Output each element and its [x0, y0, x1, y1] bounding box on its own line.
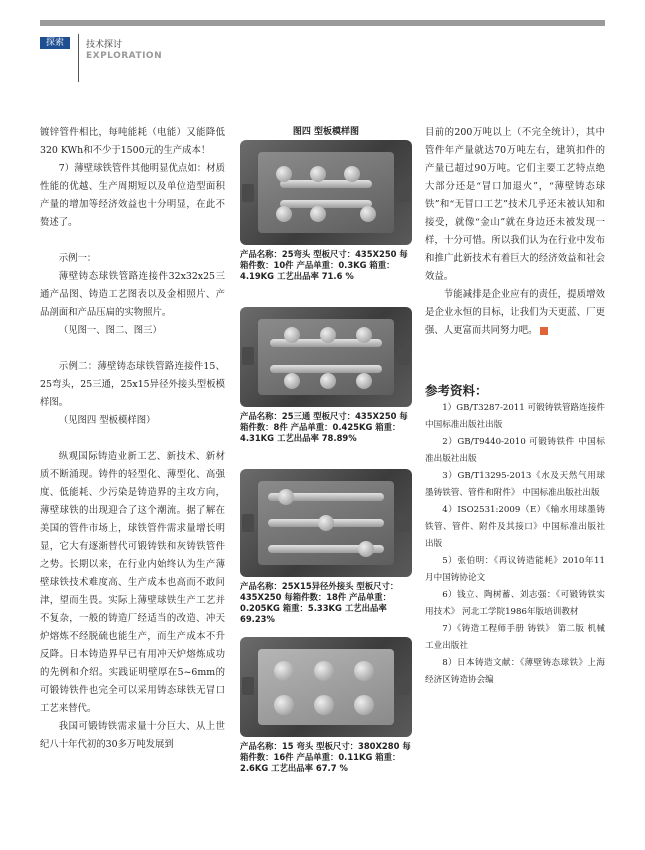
- pattern-plate-photo: [240, 637, 412, 737]
- reference-item: 5）张伯明：《再议铸造能耗》2010年11月中国铸协论文: [425, 556, 605, 583]
- paragraph: （见图一、图二、图三）: [58, 325, 162, 336]
- right-column: [425, 124, 605, 689]
- figure-title: 图四 型板模样图: [292, 127, 360, 137]
- section-title-cn: 技术探讨: [86, 40, 123, 50]
- figure-column: [240, 124, 412, 774]
- paragraph: （见图四 型板模样图）: [58, 415, 156, 426]
- paragraph: 7）薄壁球铁管件其他明显优点如：材质性能的优越、生产周期短以及单位造型面积产量的增加等经济效益也十分明显，在此不赘述了。: [40, 163, 225, 228]
- paragraph: 纵观国际铸造业新工艺、新技术、新材质不断涌现。铸件的轻型化、薄型化、高强度、低能耗、少污染是铸造界的主攻方向，薄壁球铁的出现迎合了这个潮流。据了解在美国的管件市场上，球铁管件需求量增长明显，它大有逐渐替代可锻铸铁和灰铸铁管件之势。长期以来，在行业内始终认为生产薄壁球铁技术难度高、生产成本也高而不敢问津，望而生畏。实际上薄壁球铁生产工艺并不复杂，一般的铸造厂经适当的改造、冲天炉熔炼不经脱硫也能生产，而生产成本不升反降。日本铸造界早已有用冲天炉熔炼成功的先例和介绍。实践证明壁厚在5~6mm的可锻铸铁件也完全可以采用铸态球铁无冒口工艺来替代。: [40, 451, 225, 714]
- reference-item: 2）GB/T9440-2010 可锻铸铁件 中国标准出版社出版: [425, 437, 605, 464]
- pattern-plate-photo: [240, 140, 412, 245]
- section-badge: 探索: [40, 37, 70, 49]
- paragraph: 目前的200万吨以上（不完全统计），其中管件年产量就达70万吨左右，建筑扣件的产量已超过90万吨。它们主要工艺特点绝大部分还是“冒口加退火”，“薄壁铸态球铁”和“无冒口工艺”技术几乎还未被认知和接受，就像“金山”就在身边还未被发现一样，十分可惜。所以我们认为在行业中发布和推广此新技术有着巨大的经济效益和社会效益。: [425, 127, 605, 282]
- end-mark-icon: [540, 327, 548, 335]
- pattern-plate-photo: [240, 307, 412, 407]
- pattern-plate-photo: [240, 469, 412, 577]
- reference-item: 1）GB/T3287-2011 可锻铸铁管路连接件 中国标准出版社出版: [425, 403, 605, 430]
- figure-caption: 产品名称：25X15异径外接头 型板尺寸：435X250 每箱件数：18件 产品单重：0.205KG 箱重：5.33KG 工艺出品率 69.23%: [240, 581, 399, 624]
- paragraph: 薄壁铸态球铁管路连接件32x32x25三通产品图、铸造工艺图表以及金相照片、产品剖面和产品压扁的实物照片。: [40, 271, 225, 318]
- paragraph: 我国可锻铸铁需求量十分巨大、从上世纪八十年代初的30多万吨发展到: [40, 721, 225, 750]
- figure-caption: 产品名称：25三通 型板尺寸：435X250 每箱件数：8件 产品单重：0.425KG 箱重：4.31KG 工艺出品率 78.89%: [240, 411, 408, 443]
- reference-item: 7）《铸造工程师手册 铸铁》 第二版 机械工业出版社: [425, 624, 605, 651]
- paragraph: 示例一：: [58, 253, 97, 264]
- reference-item: 6）钱立、陶树蓄、刘志强：《可锻铸铁实用技术》 河北工学院1986年版培训教材: [425, 590, 605, 617]
- reference-item: 8）日本铸造文献：《薄壁铸态球铁》上海经济区铸造协会编: [425, 658, 605, 685]
- references-title: 参考资料：: [425, 383, 488, 398]
- figure-caption: 产品名称：25弯头 型板尺寸：435X250 每箱件数：10件 产品单重：0.3KG 箱重：4.19KG 工艺出品率 71.6 %: [240, 249, 408, 281]
- paragraph: 示例二：薄壁铸态球铁管路连接件15、25弯头，25三通，25x15异径外接头型板模样图。: [40, 361, 225, 408]
- header-divider: [78, 34, 79, 82]
- left-column: [40, 124, 225, 754]
- paragraph: [425, 286, 605, 340]
- figure-caption: 产品名称：15 弯头 型板尺寸：380X280 每箱件数：16件 产品单重：0.11KG 箱重：2.6KG 工艺出品率 67.7 %: [240, 741, 411, 773]
- header-rule: [40, 20, 605, 26]
- references-list: [425, 400, 605, 689]
- section-title-en: EXPLORATION: [86, 51, 163, 61]
- reference-item: 3）GB/T13295-2013《水及天然气用球墨铸铁管、管件和附件》 中国标准出版社出版: [425, 471, 605, 498]
- paragraph-text: 节能减排是企业应有的责任，提质增效是企业永恒的目标，让我们为天更蓝、厂更强、人更富而共同努力吧。: [425, 289, 605, 336]
- reference-item: 4）ISO2531:2009（E）《输水用球墨铸铁管、管件、附件及其接口》中国标准出版社出版: [425, 505, 605, 549]
- paragraph: 镀锌管件相比，每吨能耗（电能）又能降低320 KWh和不少于1500元的生产成本！: [40, 127, 225, 156]
